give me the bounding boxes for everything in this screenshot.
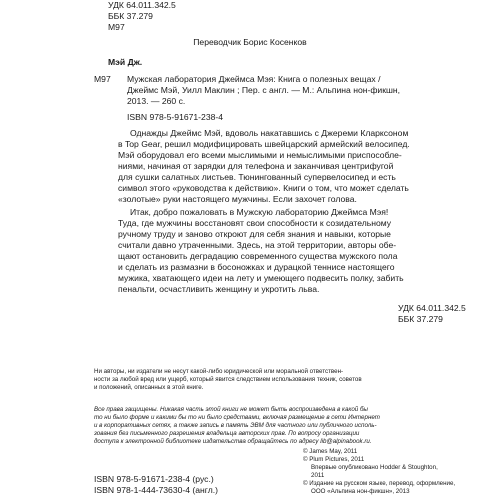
para-line: Туда, где мужчины восстановят свои способности к созидательному [118,218,392,228]
bib-code: М97 [94,74,111,84]
disclaimer-line: и положений, описанных в этой книге. [94,384,204,391]
annotation-paragraph-2 [118,207,404,295]
para-line: ручному труду и заново откроют для себя знания и навыки, которые [118,229,391,239]
disclaimer-line: ности за любой вред или ущерб, который явится следствием использования техник, советов [94,376,362,383]
rights-line: Все права защищены. Никакая часть этой книги не может быть воспроизведена в какой бы [94,406,368,413]
bib-line: Джеймс Мэй, Уилл Маклин ; Пер. с англ. — М.: Альпина нон-фикшн, [127,85,401,95]
copyright-line: Впервые опубликовано Hodder & Stoughton, [311,464,438,471]
bbk-bottom: ББК 37.279 [398,314,443,324]
para-line: «золотые» руки настоящего мужчины. Если захочет голова. [118,194,357,204]
copyright-line: © Издание на русском языке, перевод, оформление, [303,480,456,487]
para-line: ниями, начиная от зарядки для телефона и заканчивая центрифугой [118,161,394,171]
disclaimer [94,368,362,392]
copyright-line: © Plum Pictures, 2011 [303,456,365,463]
para-line: Однажды Джеймс Мэй, вдоволь накатавшись с Джереми Кларксоном [130,128,409,138]
isbn-line: ISBN 978-1-444-73630-4 (англ.) [94,485,219,495]
copyright-block [303,448,455,496]
para-line: пенальти, осчастливить женщину и укротить льва. [118,284,320,294]
udk-bottom: УДК 64.011.342.5 [398,303,466,313]
para-line: щают остановить деградацию современного существа мужского пола [118,251,398,261]
isbn-main: ISBN 978-5-91671-238-4 [127,112,224,122]
isbn-list [94,474,218,496]
copyright-line: © James May, 2011 [303,448,358,455]
para-line: Мэй оборудовал его всеми мыслимыми и немыслимыми приспособле- [118,150,402,160]
rights-notice [94,406,380,446]
rights-line: и в корпоративных сетях, а также запись в память ЭВМ для частного или публичного исполь- [94,422,377,429]
annotation-paragraph-1 [118,128,410,205]
para-line: считали давно утраченными. Здесь, на этой территории, авторы обе- [118,240,397,250]
copyright-line: ООО «Альпина нон-фикшн», 2013 [311,488,410,495]
bbk-code: ББК 37.279 [108,11,153,21]
bib-line: 2013. — 260 с. [127,96,186,106]
translator-line: Переводчик Борис Косенков [193,37,307,47]
udk-code: УДК 64.011.342.5 [108,0,176,10]
bib-description [127,74,400,107]
isbn-line: ISBN 978-5-91671-238-4 (рус.) [94,474,214,484]
para-line: мужика, хватающего идеи на лету и умеющего подвесить полку, забить [118,273,404,283]
rights-line: то ни было форме и какими бы то ни было средствами, включая размещение в сети Интернет [94,414,380,421]
bib-line: Мужская лаборатория Джеймса Мэя: Книга о полезных вещах / [127,74,381,84]
copyright-line: 2011 [311,472,325,479]
author-mark: М97 [108,22,125,32]
para-line: Итак, добро пожаловать в Мужскую лабораторию Джеймса Мэя! [130,207,389,217]
para-line: и сделать из размазни в босоножках и дурацкой теннисе настоящего [118,262,395,272]
para-line: для сушки салатных листьев. Тюнингованный супервелосипед и есть [118,172,396,182]
para-line: символ этого «руководства к действию». Книги о том, что может сделать [118,183,409,193]
para-line: в Top Gear, решил модифицировать швейцарский армейский велосипед. [118,139,410,149]
author-heading: Мэй Дж. [108,57,143,67]
rights-line: доступа к электронной библиотеке издательства обращайтесь по адресу lib@alpinabook.ru. [94,438,372,445]
disclaimer-line: Ни авторы, ни издатели не несут какой-либо юридической или моральной ответствен- [94,368,344,375]
rights-line: зования без письменного разрешения владельца авторских прав. По вопросу организации [94,430,360,437]
